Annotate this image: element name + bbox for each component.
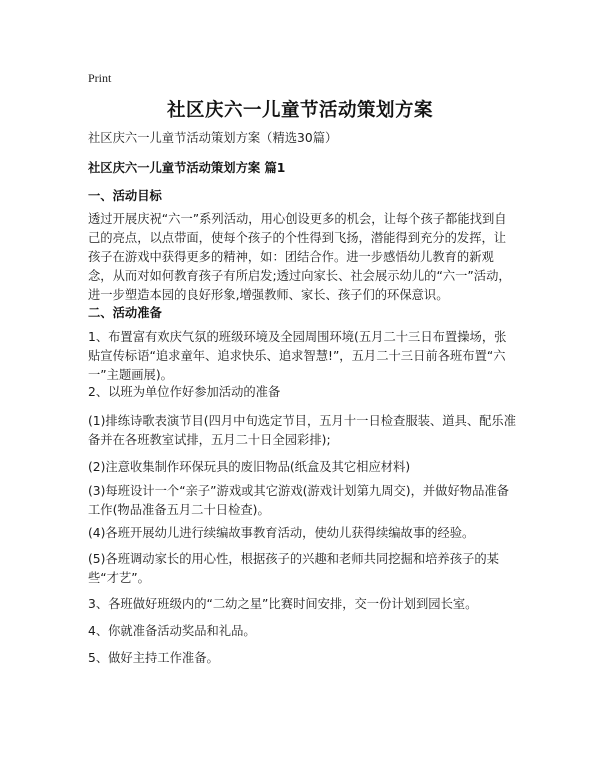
prep-heading: 二、活动准备 [88, 306, 162, 320]
prep-item-2: 2、以班为单位作好参加活动的准备 [88, 385, 281, 399]
prep-item-2-2: (2)注意收集制作环保玩具的废旧物品(纸盒及其它相应材料) [88, 460, 411, 474]
goal-paragraph: 透过开展庆祝“六一”系列活动，用心创设更多的机会，让每个孩子都能找到自己的亮点，以点带面，使每个孩子的个性得到飞扬，潜能得到充分的发挥，让孩子在游戏中获得更多的精神，如：团结合作。进一步感悟幼儿教育的新观念，从而对如何教育孩子有所启发;透过向家长、社会展示幼儿的“六一”活动，进一步塑造本园的良好形象,增强教师、家长、孩子们的环保意识。 [88, 212, 511, 302]
section-heading: 社区庆六一儿童节活动策划方案 篇1 [88, 161, 286, 175]
prep-item-2-5: (5)各班调动家长的用心性，根据孩子的兴趣和老师共同挖掘和培养孩子的某些“才艺”。 [88, 552, 499, 585]
prep-item-2-1: (1)排练诗歌表演节目(四月中旬选定节目，五月十一日检查服装、道具、配乐准备并在各班教室试排，五月二十日全园彩排); [88, 414, 517, 447]
print-label: Print [88, 71, 112, 85]
goal-heading: 一、活动目标 [88, 189, 162, 203]
prep-item-1: 1、布置富有欢庆气氛的班级环境及全园周围环境(五月二十三日布置操场，张贴宣传标语“追求童年、追求快乐、追求智慧!”，五月二十三日前各班布置“六一”主题画展)。 [88, 330, 507, 382]
prep-item-5: 5、做好主持工作准备。 [88, 651, 219, 665]
prep-item-3: 3、各班做好班级内的“二幼之星”比赛时间安排，交一份计划到园长室。 [88, 597, 478, 611]
prep-item-2-4: (4)各班开展幼儿进行续编故事教育活动，使幼儿获得续编故事的经验。 [88, 526, 475, 540]
prep-item-2-3: (3)每班设计一个“亲子”游戏或其它游戏(游戏计划第九周交)，并做好物品准备工作(物品准备五月二十日检查)。 [88, 484, 509, 517]
page-title: 社区庆六一儿童节活动策划方案 [166, 100, 433, 121]
document-subtitle: 社区庆六一儿童节活动策划方案（精选30篇） [88, 131, 338, 145]
prep-item-4: 4、你就准备活动奖品和礼品。 [88, 624, 256, 638]
